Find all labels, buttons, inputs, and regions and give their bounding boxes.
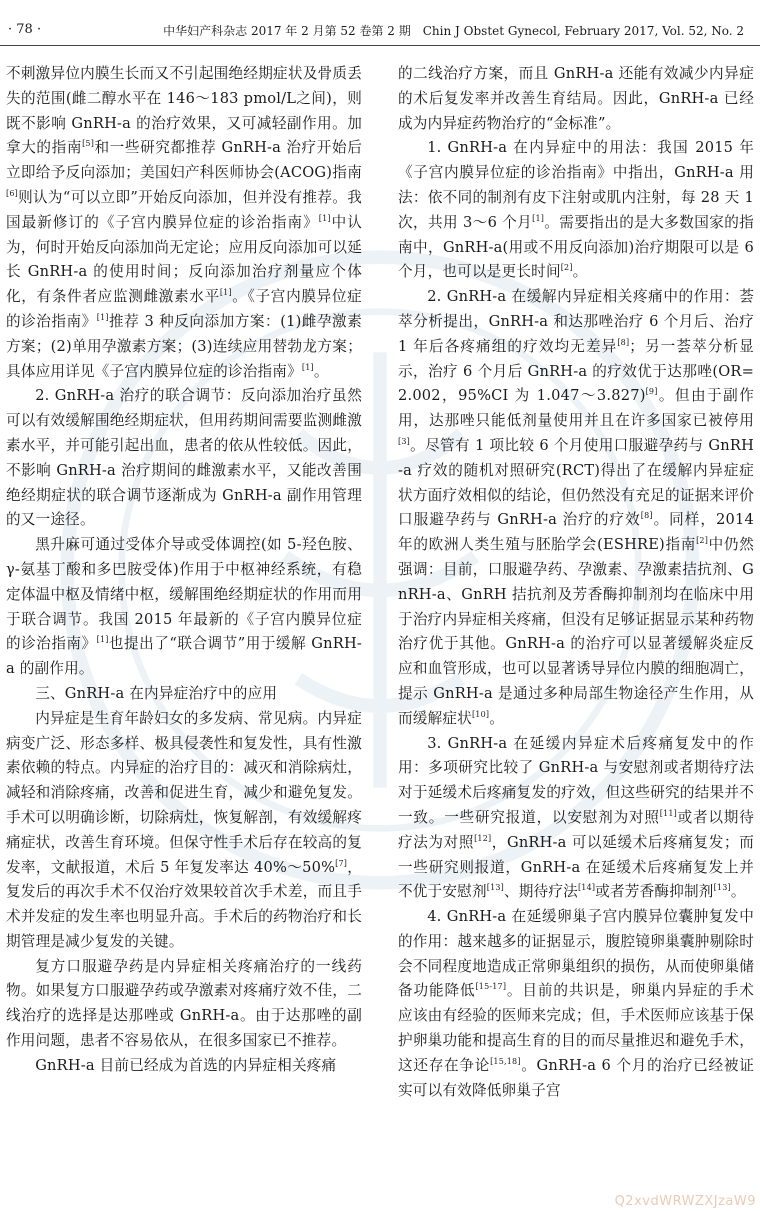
paragraph-text: 。 [489,709,505,727]
paragraph-text: ，复发后的再次手术不仅治疗效果较首次手术差，而且手术并发症的发生率也明显升高。手术后的药物治疗和长期管理是减少复发的关键。 [6,858,363,950]
page-number: · 78 · [8,22,42,37]
paragraph-text: 。但由于副作用，达那唑只能低剂量使用并且在许多国家已被停用 [398,387,754,430]
paragraph-text: 。GnRH-a 6 个月的治疗已经被证实可以有效降低卵巢子宫 [398,1056,754,1099]
citation-ref: [1] [532,213,545,223]
paragraph-text: 也提出了“联合调节”用于缓解 GnRH-a 的副作用。 [6,635,363,678]
header-rule [0,45,760,46]
citation-ref: [15-17] [475,982,507,992]
paragraph [398,732,754,906]
citation-ref: [1] [96,635,109,645]
paragraph [6,707,362,955]
paragraph-text: 。同样，2014 年的欧洲人类生殖与胚胎学会(ESHRE)指南 [398,511,754,554]
paragraph-text: 。尽管有 1 项比较 6 个月使用口服避孕药与 GnRH-a 疗效的随机对照研究(RCT)得出了在缓解内异症症状方面疗效相似的结论，但仍然没有充足的证据来评价口服避孕药与 GnRH-a 治疗的疗效 [398,436,754,529]
paragraph-text: 三、GnRH-a 在内异症治疗中的应用 [35,684,278,702]
paragraph [398,905,754,1103]
citation-ref: [11] [659,809,677,819]
citation-ref: [9] [645,387,658,397]
citation-ref: [1] [318,213,331,223]
paragraph-text: 复方口服避孕药是内异症相关疼痛治疗的一线药物。如果复方口服避孕药或孕激素对疼痛疗效不佳，二线治疗的选择是达那唑或 GnRH-a。由于达那唑的副作用问题，患者不容易依从，在很多国家已不推荐。 [6,957,362,1050]
paragraph-text: 或者以期待疗法为对照 [398,808,754,851]
citation-ref: [14] [577,883,596,893]
paragraph-text: 中认为，何时开始反向添加尚无定论；应用反向添加可以延长 GnRH-a 的使用时间；反向添加治疗剂量应个体化，有条件者应监测雌激素水平 [6,213,362,306]
citation-ref: [7] [335,858,348,868]
paragraph [398,285,754,731]
citation-ref: [5] [82,139,95,149]
citation-ref: [15,18] [490,1057,521,1067]
citation-ref: [13] [713,883,731,893]
citation-ref: [12] [474,833,492,843]
citation-ref: [1] [96,313,109,323]
paragraph-text: GnRH-a 目前已经成为首选的内异症相关疼痛 [35,1056,337,1074]
paragraph-text: 。需要指出的是大多数国家的指南中，GnRH-a(用或不用反向添加)治疗期限可以是 6 个月，也可以是更长时间 [398,213,754,281]
citation-ref: [8] [640,511,653,521]
paragraph-text: 。目前的共识是，卵巢内异症的手术应该由有经验的医师来完成；但，手术医师应该基于保护卵巢功能和提高生育的目的而尽量推迟和避免手术，这还存在争论 [398,982,754,1074]
citation-ref: [6] [6,189,18,199]
paragraph [6,384,362,533]
left-column [6,62,362,1079]
page-header [0,0,760,50]
paragraph [6,955,362,1054]
paragraph [6,682,362,707]
paragraph-text: 4. GnRH-a 在延缓卵巢子宫内膜异位囊肿复发中的作用：越来越多的证据显示，腹腔镜卵巢囊肿剔除时会不同程度地造成正常卵巢组织的损伤，从而使卵巢储备功能降低 [398,908,754,1000]
paragraph-text: ；另一荟萃分析显示，治疗 6 个月后 GnRH-a 的疗效优于达那唑(OR=2.002，95%CI 为 1.047～3.827) [398,337,754,405]
paragraph-text: 。 [572,263,588,281]
citation-ref: [1] [301,362,314,372]
paragraph-text: 中仍然强调：目前，口服避孕药、孕激素、孕激素拮抗剂、GnRH-a、GnRH 拮抗剂及芳香酶抑制剂均在临床中用于治疗内异症相关疼痛，但没有足够证据显示某种药物治疗优于其他。GnRH-a 的治疗可以显著缓解炎症反应和血管形成，也可以显著诱导异位内膜的细胞凋亡，提示 GnRH-a 是通过多种局部生物途径产生作用，从而缓解症状 [398,536,755,727]
paragraph-text: 3. GnRH-a 在延缓内异症术后疼痛复发中的作用：多项研究比较了 GnRH-a 与安慰剂或者期待疗法对于延缓术后疼痛复发的疗效，但这些研究的结果并不一致。一些研究报道，以安慰剂为对照 [398,734,754,826]
citation-ref: [3] [398,437,410,447]
paragraph-text: 。 [730,883,746,901]
paragraph-text: 2. GnRH-a 治疗的联合调节：反向添加治疗虽然可以有效缓解围绝经期症状，但用药期间需要监测雌激素水平，并可能引起出血，患者的依从性较低。因此，不影响 GnRH-a 治疗期间的雌激素水平，又能改善围绝经期症状的联合调节逐渐成为 GnRH-a 副作用管理的又一途径。 [6,387,362,529]
paragraph-text: ，GnRH-a 可以延缓术后疼痛复发；而一些研究则报道，GnRH-a 在延缓术后疼痛复发上并不优于安慰剂 [398,833,754,901]
right-column [398,62,754,1103]
paragraph-text: 或者芳香酶抑制剂 [595,883,714,901]
citation-ref: [2] [560,263,573,273]
paragraph-text: 、期待疗法 [504,883,578,901]
citation-ref: [8] [617,337,630,347]
paragraph-text: 。 [313,362,329,380]
paragraph [6,533,362,682]
citation-ref: [10] [471,709,490,719]
paragraph [6,1054,362,1079]
paragraph [398,136,754,285]
citation-ref: [1] [219,288,232,298]
paragraph-text: 的二线治疗方案，而且 GnRH-a 还能有效减少内异症的术后复发率并改善生育结局。因此，GnRH-a 已经成为内异症药物治疗的“金标准”。 [398,65,754,132]
paragraph-text: 黑升麻可通过受体介导或受体调控(如 5-羟色胺、γ-氨基丁酸和多巴胺受体)作用于中枢神经系统，有稳定体温中枢及情绪中枢，缓解围绝经期症状的作用而用于联合调节。我国 2015 年最新的《子宫内膜异位症的诊治指南》 [6,536,362,653]
citation-ref: [2] [696,536,709,546]
paragraph-text: 和一些研究都推荐 GnRH-a 治疗开始后立即给予反向添加；美国妇产科医师协会(ACOG)指南 [6,139,362,182]
paragraph-text: 内异症是生育年龄妇女的多发病、常见病。内异症病变广泛、形态多样、极具侵袭性和复发性，具有性激素依赖的特点。内异症的治疗目的：减灭和消除病灶，减轻和消除疼痛，改善和促进生育，减少和避免复发。手术可以明确诊断，切除病灶，恢复解剖，有效缓解疼痛症状，改善生育环境。但保守性手术后存在较高的复发率，文献报道，术后 5 年复发率达 40%～50% [6,709,362,876]
citation-ref: [13] [486,883,504,893]
running-head: 中华妇产科杂志 2017 年 2 月第 52 卷第 2 期 Chin J Obstet Gynecol, February 2017, Vol. 52, No. 2 [163,24,744,38]
paragraph-text: 2. GnRH-a 在缓解内异症相关疼痛中的作用：荟萃分析提出，GnRH-a 和达那唑治疗 6 个月后、治疗 1 年后各疼痛组的疗效均无差异 [398,288,754,355]
paragraph-text: 推荐 3 种反向添加方案：(1)雌孕激素方案；(2)单用孕激素方案；(3)连续应用替勃龙方案；具体应用详见《子宫内膜异位症的诊治指南》 [6,312,362,380]
paragraph-text: 。《子宫内膜异位症的诊治指南》 [6,288,362,330]
paragraph [398,62,754,136]
paragraph-text: 则认为“可以立即”开始反向添加，但并没有推荐。我国最新修订的《子宫内膜异位症的诊治指南》 [6,188,362,231]
paragraph-text: 不刺激异位内膜生长而又不引起围绝经期症状及骨质丢失的范围(雌二醇水平在 146～183 pmol/L之间)，则既不影响 GnRH-a 的治疗效果，又可减轻副作用。加拿大的指南 [6,65,362,157]
paragraph [6,62,362,384]
paragraph-text: 1. GnRH-a 在内异症中的用法：我国 2015 年《子宫内膜异位症的诊治指南》中指出，GnRH-a 用法：依不同的制剂有皮下注射或肌内注射，每 28 天 1 次，共用 3～6 个月 [398,139,754,231]
footer-watermark: Q2xvdWRWZXJzaW9 [614,1194,756,1209]
